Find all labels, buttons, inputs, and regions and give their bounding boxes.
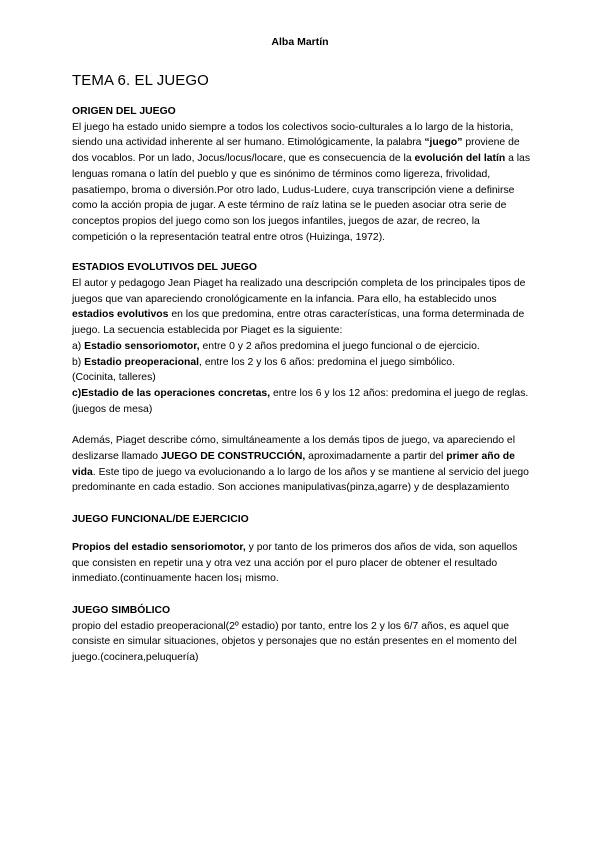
stage-item-c: [72, 386, 532, 417]
stages-paragraph: [72, 276, 532, 339]
header-author: Alba Martín: [271, 36, 329, 48]
text-run: a): [72, 340, 85, 352]
bold-run: Estadio sensoriomotor,: [84, 340, 200, 352]
text-run: El juego ha estado unido siempre a todos los colectivos socio-culturales a lo largo de la historia, siendo una actividad inherente al ser humano. Etimológicamente, la palabra: [72, 121, 514, 149]
text-run: , entre los 2 y los 6 años: predomina el juego simbólico.: [199, 356, 455, 368]
bold-run: evolución del latín: [414, 153, 506, 165]
bold-run: Propios del estadio sensoriomotor,: [72, 541, 246, 553]
construction-paragraph: [72, 433, 532, 496]
stage-item-b: [72, 355, 532, 371]
symbolic-paragraph: propio del estadio preoperacional(2º estadio) por tanto, entre los 2 y los 6/7 años, es aquel que consiste en simular situaciones, objetos y personajes que no están presentes en el momento del juego.(cocinera,peluquería): [72, 620, 517, 664]
text-run: y por tanto de los primeros dos años de vida, son aquellos que consisten en repetir una y otra vez una acción por el puro placer de obtener el resultado inmediato.(continuamente hacen los¡ mismo.: [72, 541, 518, 585]
spacer: [72, 417, 532, 433]
text-run: . Este tipo de juego va evolucionando a lo largo de los años y se mantiene al servicio del juego predominante en cada estadio. Son acciones manipulativas(pinza,agarre) y de desplazamiento: [72, 466, 529, 494]
section-heading-symbolic: JUEGO SIMBÓLICO: [72, 604, 171, 616]
section-heading-functional: JUEGO FUNCIONAL/DE EJERCICIO: [72, 514, 249, 526]
text-run: a las lenguas romana o latín del pueblo y que es sinónimo de términos como ligereza, frivolidad, pasatiempo, broma o diversión.Por otro lado, Ludus-Ludere, cuya transcripción viene a definirse como la acción propia de jugar. A este término de raíz latina se le pueden asociar otra serie de conceptos propios del juego como son los juegos infantiles, juegos de azar, de recreo, la competición o la representación teatral entre otros (Huizinga, 1972).: [72, 153, 531, 243]
text-run: entre los 6 y los 12 años: predomina el juego de reglas.(juegos de mesa): [72, 387, 529, 415]
text-run: Además, Piaget describe cómo, simultáneamente a los demás tipos de juego, va apareciendo el deslizarse llamado: [72, 435, 516, 463]
bold-run: primer año de vida: [72, 451, 515, 478]
text-run: aproximadamente a partir del: [305, 451, 447, 463]
text-run: El autor y pedagogo Jean Piaget ha realizado una descripción completa de los principales tipos de juegos que van apareciendo cronológicamente en la infancia. Para ello, ha establecido unos: [72, 278, 526, 305]
stage-item-b-note: (Cocinita, talleres): [72, 372, 156, 384]
spacer: [72, 528, 532, 540]
bold-run: c)Estadio de las operaciones concretas,: [72, 387, 271, 399]
spacer: [72, 496, 532, 512]
bold-run: “juego”: [424, 137, 463, 149]
bold-run: Estadio preoperacional: [84, 356, 200, 368]
origin-paragraph: [72, 120, 532, 246]
bold-run: JUEGO DE CONSTRUCCIÓN,: [160, 451, 306, 463]
stage-item-a: [72, 339, 532, 355]
text-run: b): [72, 356, 85, 368]
text-run: en los que predomina, entre otras características, una forma determinada de juego. La secuencia establecida por Piaget es la siguiente:: [72, 309, 525, 337]
section-heading-stages: ESTADIOS EVOLUTIVOS DEL JUEGO: [72, 262, 257, 274]
spacer: [72, 245, 532, 260]
page-title: TEMA 6. EL JUEGO: [72, 72, 209, 89]
functional-paragraph: [72, 540, 532, 587]
bold-run: estadios evolutivos: [72, 309, 169, 321]
document-body: [72, 104, 532, 666]
spacer: [72, 587, 532, 603]
text-run: proviene de dos vocablos. Por un lado, Jocus/locus/locare, que es consecuencia de la: [72, 137, 520, 165]
section-heading-origin: ORIGEN DEL JUEGO: [72, 106, 176, 117]
text-run: entre 0 y 2 años predomina el juego funcional o de ejercicio.: [199, 340, 480, 352]
